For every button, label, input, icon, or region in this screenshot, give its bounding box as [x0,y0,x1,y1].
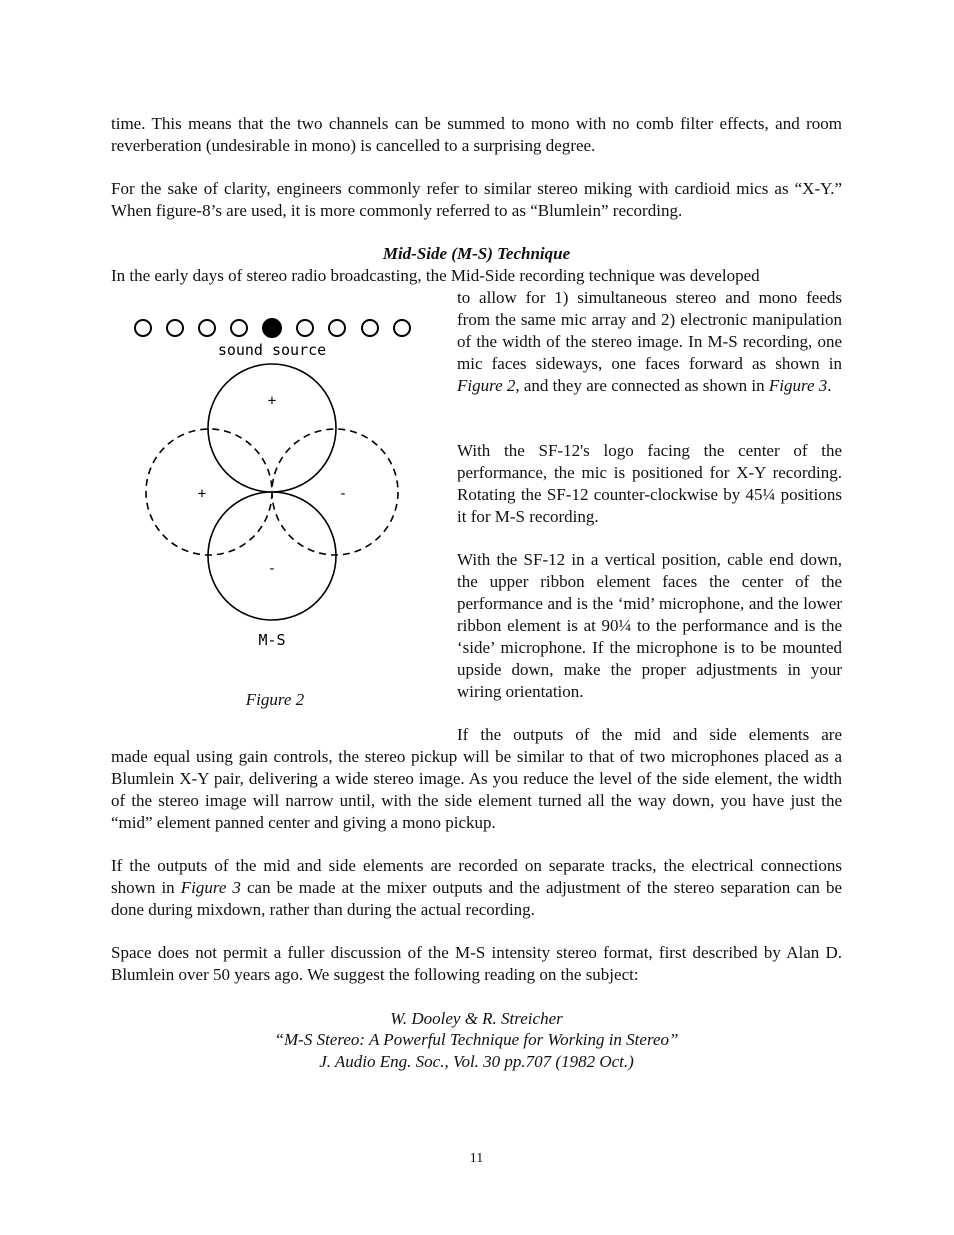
sound-source-label: sound source [217,341,327,359]
source-dot [297,320,313,336]
front-plus-label: + [267,393,277,409]
source-dot [231,320,247,336]
paragraph-ms-first-line: In the early days of stereo radio broadcasting, the Mid-Side recording technique was developed [111,266,760,285]
page-number: 11 [469,1151,484,1166]
source-dot [199,320,215,336]
side-lobe-right [272,429,398,555]
paragraph-xy-blumlein: For the sake of clarity, engineers commonly refer to similar stereo miking with cardioid mics as “X-Y.” When figure-8’s are used, it is more commonly referred to as “Blumlein” recording. [111,179,842,220]
paragraph-comb-filter: time. This means that the two channels can be summed to mono with no comb filter effects, and room reverberation (undesirable in mono) is cancelled to a surprising degree. [111,114,842,155]
source-dot [329,320,345,336]
paragraph-outputs-gain: made equal using gain controls, the stereo pickup will be similar to that of two microphones placed as a Blumlein X-Y pair, delivering a wide stereo image. As you reduce the level of the side element, the width of the stereo image will narrow until, with the side element turned all the way down, you have just the “mid” element panned center and giving a mono pickup. [111,747,842,832]
source-dot [135,320,151,336]
left-plus-label: + [197,486,207,502]
figure-3-reference: Figure 3 [768,376,828,395]
reference-journal: J. Audio Eng. Soc., Vol. 30 pp.707 (1982 Oct.) [319,1052,634,1071]
rear-minus-label: - [267,561,277,577]
section-heading-mid-side: Mid-Side (M-S) Technique [382,244,571,263]
side-lobe-left [146,429,272,555]
figure-3-reference: Figure 3 [180,878,241,897]
source-dot [362,320,378,336]
paragraph-separate-tracks: If the outputs of the mid and side elements are recorded on separate tracks, the electrical connections shown in Figure 3 can be made at the mixer outputs and the adjustment of the stereo separation can be done during mixdown, rather than during the actual recording. [111,856,842,919]
paragraph-outputs-first-line: If the outputs of the mid and side elements are [457,725,842,744]
paragraph-further-reading: Space does not permit a fuller discussion of the M-S intensity stereo format, first described by Alan D. Blumlein over 50 years ago. We suggest the following reading on the subject: [111,943,842,984]
mid-lobe-rear [208,492,336,620]
figure-2-caption: Figure 2 [245,690,305,709]
paragraph-ms-intro: to allow for 1) simultaneous stereo and mono feeds from the same mic array and 2) electronic manipulation of the width of the stereo image. In M-S recording, one mic faces sideways, one faces forward as shown in Figure 2, and they are connected as shown in Figure 3. [457,288,842,395]
source-dot [394,320,410,336]
reference-title: “M-S Stereo: A Powerful Technique for Working in Stereo” [274,1030,679,1049]
mid-lobe-front [208,364,336,492]
right-minus-label: - [338,486,348,502]
ms-label: M-S [258,631,286,649]
figure-2-ms-polar-diagram [115,300,435,660]
source-dot [167,320,183,336]
figure-2-reference: Figure 2 [457,376,516,395]
paragraph-sf12-vertical: With the SF-12 in a vertical position, cable end down, the upper ribbon element faces the center of the performance and is the ‘mid’ microphone, and the lower ribbon element is at 90¼ to the performance and is the ‘side’ microphone. If the microphone is to be mounted upside down, make the proper adjustments in your wiring orientation. [457,550,842,701]
paragraph-sf12-logo: With the SF-12's logo facing the center of the performance, the mic is positioned for X-Y recording. Rotating the SF-12 counter-clockwise by 45¼ positions it for M-S recording. [457,441,842,526]
source-dot-active [263,319,281,337]
reference-authors: W. Dooley & R. Streicher [390,1009,563,1028]
